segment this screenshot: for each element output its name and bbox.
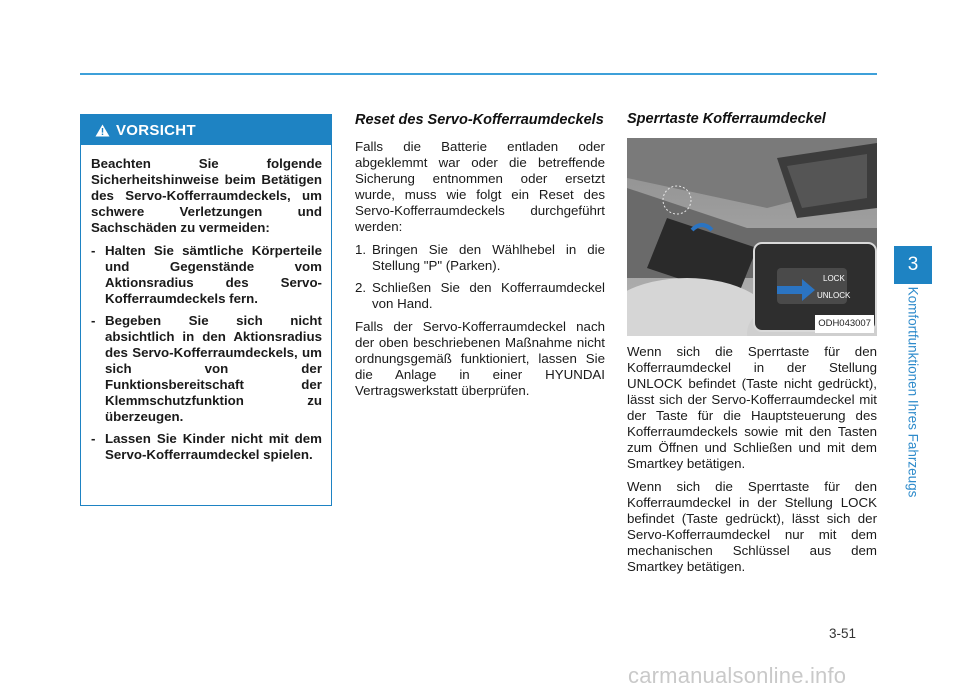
warning-triangle-icon: [95, 124, 110, 137]
caution-list: [91, 243, 322, 463]
reset-intro: Falls die Batterie entladen oder abgeklemmt war oder die betreffende Sicherung entnommen oder ersetzt wurde, muss wie folgt ein Reset des Servo-Kofferraumdeckels durchgeführt werden:: [355, 139, 605, 234]
reset-section: [355, 112, 605, 406]
unlock-label: UNLOCK: [817, 291, 851, 300]
caution-item: - Halten Sie sämtliche Körperteile und Gegenstände vom Aktionsradius des Servo-Kofferraumdeckels fern.: [91, 243, 322, 306]
caution-item: - Lassen Sie Kinder nicht mit dem Servo-Kofferraumdeckel spielen.: [91, 431, 322, 462]
caution-title: VORSICHT: [116, 121, 196, 139]
page-number: 3-51: [829, 626, 857, 641]
lock-label: LOCK: [823, 274, 845, 283]
lock-heading: Sperrtaste Kofferraumdeckel: [627, 111, 826, 127]
header-rule: [80, 73, 877, 75]
lock-paragraph-1: Wenn sich die Sperrtaste für den Kofferraumdeckel in der Stellung UNLOCK befindet (Taste nicht gedrückt), lässt sich der Servo-Kofferraumdeckel mit der Taste für die Hauptsteuerung des Kofferraumdeckels sowie mit den Tasten zum Öffnen und Schließen und mit dem Smartkey betätigen.: [627, 344, 877, 471]
watermark-text: carmanualsonline.info: [628, 663, 847, 688]
chapter-number-tab: 3: [894, 246, 932, 284]
caution-header: [81, 115, 331, 145]
reset-heading: Reset des Servo-Kofferraumdeckels: [355, 112, 604, 128]
reset-outro: Falls der Servo-Kofferraumdeckel nach der oben beschriebenen Maßnahme nicht ordnungsgemäß funktioniert, lassen Sie die Anlage in einer HYUNDAI Vertragswerkstatt überprüfen.: [355, 319, 605, 398]
reset-step: 2. Schließen Sie den Kofferraumdeckel von Hand.: [355, 280, 605, 311]
caution-body: [81, 145, 331, 463]
caution-box: [80, 114, 332, 506]
caution-item: - Begeben Sie sich nicht absichtlich in den Aktionsradius des Servo-Kofferraumdeckels, um sich von der Funktionsbereitschaft der Klemmschutzfunktion zu überzeugen.: [91, 313, 322, 424]
caution-intro: Beachten Sie folgende Sicherheitshinweise beim Betätigen des Servo-Kofferraumdeckels, um schwere Verletzungen und Sachschäden zu vermeiden:: [91, 156, 322, 235]
image-code: ODH043007: [815, 315, 874, 333]
reset-steps: [355, 242, 605, 312]
reset-step: 1. Bringen Sie den Wählhebel in die Stellung "P" (Parken).: [355, 242, 605, 273]
lock-section: [627, 111, 877, 582]
chapter-title: Komfortfunktionen Ihres Fahrzeugs: [905, 286, 921, 498]
lock-paragraph-2: Wenn sich die Sperrtaste für den Kofferraumdeckel in der Stellung LOCK befindet (Taste gedrückt), lässt sich der Servo-Kofferraumdeckel nur mit dem mechanischen Schlüssel aus dem Smartkey betätigen.: [627, 479, 877, 574]
trunk-lock-photo: [627, 138, 877, 336]
